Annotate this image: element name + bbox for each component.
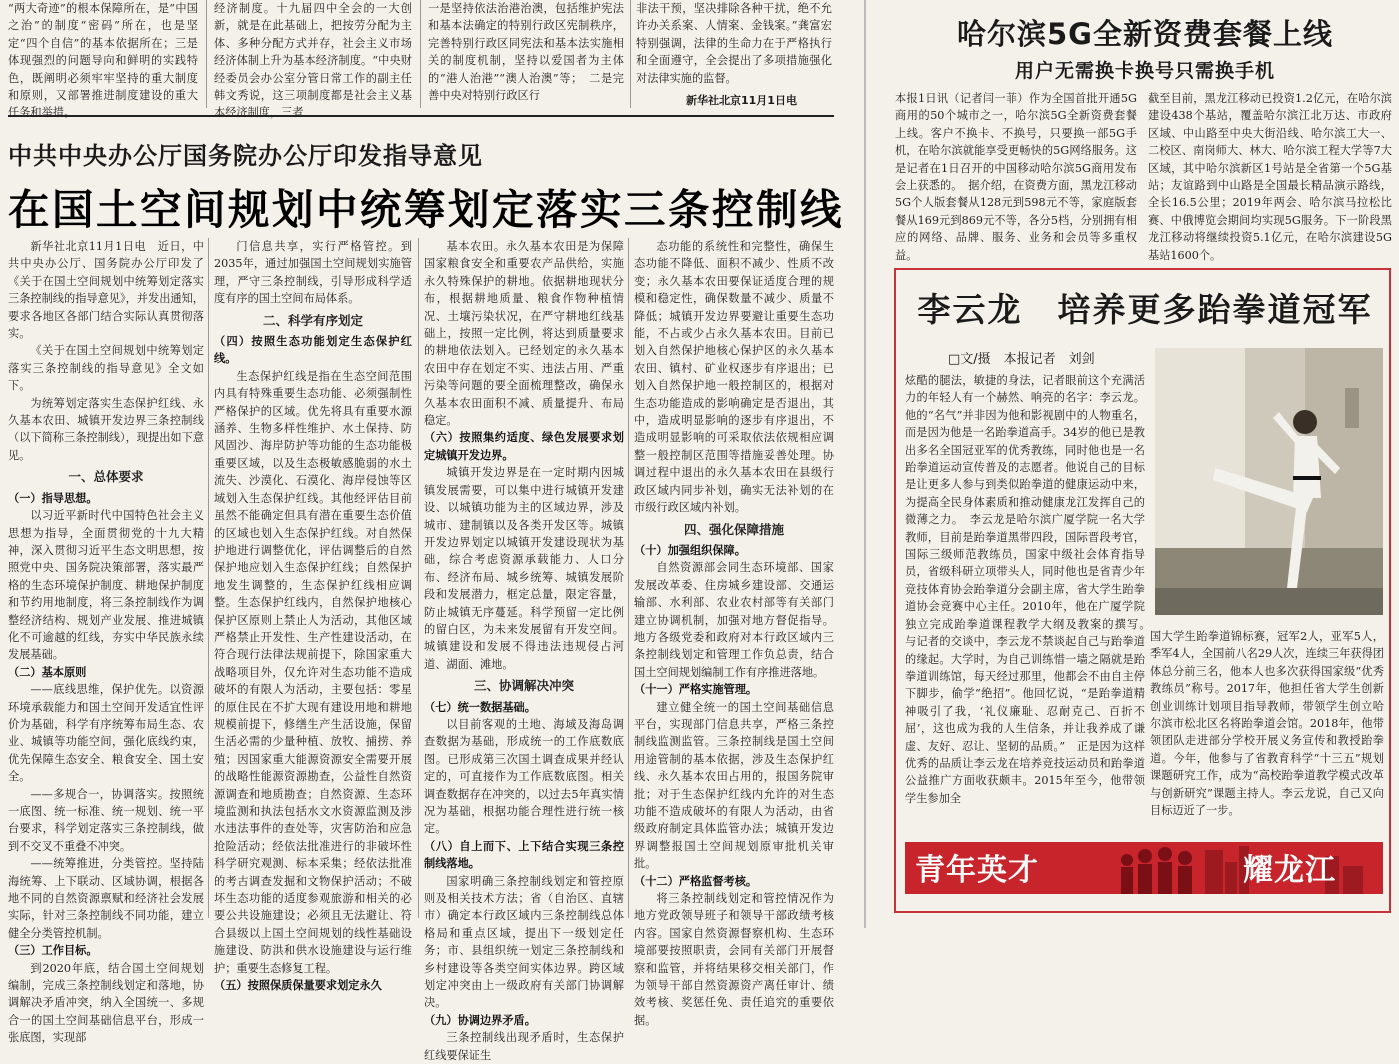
section-subhead: （三）工作目标。	[8, 944, 98, 958]
section-heading: 二、科学有序划定	[262, 312, 363, 328]
profile-col-main: 炫酷的腿法，敏捷的身法，记者眼前这个充满活力的年轻人有一个赫然、响亮的名字：李云龙。他的“名气”并非因为他和影视剧中的人物重名，而是因为他是一名跆拳道高手。34岁的他已是教出多名全国冠亚军的优秀教练，同时他也是一名跆拳道运动宣传普及的志愿者。他说自己的目标是让更多人参与到类似跆拳道的健康运动中来，为提高全民身体素质和推动健康龙江发挥自己的微薄之力。 李云龙是哈尔滨广厦学院一名大学教师，目前是跆拳道黑带四段，国际晋段考官，国际三级师范教练员，国家中级社会体育指导员，省级科研立项带头人，同时他也是省青少年竞技体育协会跆拳道分会副主席，省大学生跆拳道协会竞赛中心主任。2010年，他在广厦学院独立完成跆拳道课程教学大纲及教案的撰写。 与记者的交谈中，李云龙不禁谈起自己与跆拳道的缘起。大学时，为自己训练惜一墙之隔就是跆拳道训练馆，每天经过那里，他都会不由自主停下脚步，偷学“绝招”。他回忆说，“是跆拳道精神吸引了我，‘礼仪廉耻、忍耐克己、百折不屈’，这也成为我的人生信条，并让我养成了谦虚、友好、忍让、坚韧的品质。” 正是因为这样优秀的品质让李云龙在培养竞技运动员和跆拳道公益推广方面收获颇丰。2015年至今，他带领学生参加全	[905, 374, 1157, 805]
paragraph: 到2020年底，结合国土空间规划编制，完成三条控制线划定和落地，协调解决矛盾冲突，纳入全国统一、多规合一的国土空间基础信息平台，形成一张底图，实现部	[8, 961, 204, 1045]
section-subhead: （六）按照集约适度、绿色发展要求划定城镇开发边界。	[424, 431, 624, 462]
profile-byline: □文/摄 本报记者 刘剑	[948, 352, 1095, 367]
section-subhead: （八）自上而下、上下结合实现三条控制线落地。	[424, 839, 624, 871]
banner-right-text: 耀龙江	[1243, 853, 1336, 888]
paragraph: 新华社北京11月1日电 近日，中共中央办公厅、国务院办公厅印发了《关于在国土空间规划中统筹划定落实三条控制线的指导意见》，并发出通知，要求各地区各部门结合实际认真贯彻落实。	[8, 240, 204, 341]
top-story-col4: 非法干预，坚决排除各种干扰，绝不允许办关系案、人情案、金钱案。”龚富宏特别强调，法律的生命力在于严格执行和全面遵守，全会提出了多项措施强化对法律实施的监督。	[636, 2, 832, 85]
paragraph: 三条控制线出现矛盾时，生态保护红线要保证生	[424, 1031, 624, 1062]
taekwondo-photo-illustration	[1155, 348, 1383, 615]
paragraph: ——统筹推进，分类管控。坚持陆海统筹、上下联动、区域协调，根据各地不同的自然资源禀赋和经济社会发展实际，针对三条控制线不同功能，建立健全分类管控机制。	[8, 857, 204, 940]
section-subhead: （十二）严格监督考核。	[634, 874, 758, 888]
paragraph: 国家明确三条控制线划定和管控原则及相关技术方法；省（自治区、直辖市）确定本行政区域内三条控制线总体格局和重点区域，提出下一级划定任务；市、县组织统一划定三条控制线和乡村建设等各类空间实体边界。跨区域划定冲突由上一级政府有关部门协调解决。	[424, 874, 624, 1010]
paragraph: 以目前客观的土地、海域及海岛调查数据为基础，形成统一的工作底数底图。已形成第三次国土调查成果并经认定的，可直接作为工作底数底图。相关调查数据存在冲突的，以过去5年真实情况为基础，根据功能合理性进行统一核定。	[424, 717, 624, 836]
paragraph: 城镇开发边界是在一定时期内因城镇发展需要，可以集中进行城镇开发建设、以城镇功能为主的区域边界，涉及城市、建制镇以及各类开发区等。城镇开发边界划定以城镇开发建设现状为基础，综合考虑资源承载能力、人口分布、经济布局、城乡统筹、城镇发展阶段和发展潜力，框定总量，限定容量，防止城镇无序蔓延。科学预留一定比例的留白区，为未来发展留有开发空间。城镇建设和发展不得违法违规侵占河道、湖面、滩地。	[424, 466, 624, 671]
section-subhead: （七）统一数据基础。	[424, 700, 536, 714]
section-subhead: （四）按照生态功能划定生态保护红线。	[214, 335, 412, 366]
news-5g-title: 哈尔滨5G全新资费套餐上线	[957, 17, 1333, 51]
paragraph: 基本农田。永久基本农田是为保障国家粮食安全和重要农产品供给，实施永久特殊保护的耕地。依据耕地现状分布，根据耕地质量、粮食作物种植情况、土壤污染状况，在严守耕地红线基础上，按照一定比例，将达到质量要求的耕地依法划入。已经划定的永久基本农田中存在划定不实、违法占用、严重污染等问题的要全面梳理整改，确保永久基本农田面积不减、质量提升、布局稳定。	[424, 240, 624, 428]
section-subhead: （十一）严格实施管理。	[634, 683, 758, 697]
paragraph: ——多规合一，协调落实。按照统一底图、统一标准、统一规划、统一平台要求，科学划定落实三条控制线，做到不交叉不重叠不冲突。	[8, 787, 204, 853]
paragraph: 将三条控制线划定和管控情况作为地方党政领导班子和领导干部政绩考核内容。国家自然资源督察机构、生态环境部要按照职责，会同有关部门开展督察和监管，并将结果移交相关部门，作为领导干部自然资源资产离任审计、绩效考核、奖惩任免、责任追究的重要依据。	[634, 892, 834, 1027]
paragraph: 门信息共享，实行严格管控。到2035年，通过加强国土空间规划实施管理，严守三条控制线，引导形成科学适度有序的国土空间布局体系。	[214, 240, 412, 306]
paragraph: 为统筹划定落实生态保护红线、永久基本农田、城镇开发边界三条控制线（以下简称三条控制线），现提出如下意见。	[8, 396, 204, 462]
main-kicker: 中共中央办公厅国务院办公厅印发指导意见	[8, 142, 483, 170]
section-subhead: （一）指导思想。	[8, 491, 98, 505]
main-col1	[8, 238, 204, 1045]
profile-col-right: 国大学生跆拳道锦标赛，冠军2人，亚军5人，季军4人，全国前八名29人次，连续三年获得团体总分前三名，他本人也多次获得国家级“优秀教练员”称号。2017年，他担任省大学生创新创业训练计划项目指导教师，带领学生创立哈尔滨市松北区名将跆拳道会馆。2018年，他带领团队走进部分学校开展义务宣传和教授跆拳道。今年，他参与了省教育科学“十三五”规划课题研究工作，成为“高校跆拳道教学模式改革与创新研究”课题主持人。李云龙说，自己又向目标迈近了一步。	[1150, 630, 1384, 818]
main-col2	[214, 238, 412, 993]
section-subhead: （五）按照保质保量要求划定永久	[214, 979, 382, 993]
paragraph: 态功能的系统性和完整性，确保生态功能不降低、面积不减少、性质不改变；永久基本农田要保证适度合理的规模和稳定性，确保数量不减少、质量不降低；城镇开发边界要避让重要生态功能，不占或少占永久基本农田。目前已划入自然保护地核心保护区的永久基本农田、镇村、矿业权逐步有序退出；已划入自然保护地一般控制区的，根据对生态功能造成的影响确定是否退出，其中，造成明显影响的逐步有序退出，不造成明显影响的可采取依法依规相应调整一般控制区范围等措施妥善处理。协调过程中退出的永久基本农田在县级行政区域内同步补划，确实无法补划的在市级行政区域内补划。	[634, 240, 834, 515]
top-story-col1: “两大奇迹”的根本保障所在，是“中国之治”的制度“密码”所在，也是坚定“四个自信”的基本依据所在；三是体现强烈的问题导向和鲜明的实践特色，既阐明必须牢牢坚持的重大制度和原则，又部署推进制度建设的重大任务和举措。	[8, 2, 198, 120]
paragraph: 建立健全统一的国土空间基础信息平台，实现部门信息共享，严格三条控制线监测监管。三条控制线是国土空间用途管制的基本依据，涉及生态保护红线、永久基本农田占用的，报国务院审批；对于生态保护红线内允许的对生态功能不造成破坏的有限人为活动，由省级政府制定具体监管办法；城镇开发边界调整报国土空间规划原审批机关审批。	[634, 700, 834, 871]
taekwondo-photo	[1155, 348, 1383, 615]
top-story-col2: 经济制度。十九届四中全会的一大创新，就是在此基础上，把按劳分配为主体、多种分配方式并存，社会主义市场经济体制上升为基本经济制度。“中央财经委员会办公室分管日常工作的副主任韩文秀说，这三项制度都是社会主义基本经济制度，三者	[214, 2, 412, 120]
paragraph: 自然资源部会同生态环境部、国家发展改革委、住房城乡建设部、交通运输部、水利部、农业农村部等有关部门建立协调机制，加强对地方督促指导。地方各级党委和政府对本行政区域内三条控制线划定和管理工作负总责，结合国土空间规划编制工作有序推进落地。	[634, 561, 834, 679]
section-heading: 一、总体要求	[68, 469, 144, 485]
top-story-dateline: 新华社北京11月1日电	[686, 94, 797, 107]
paragraph: 《关于在国土空间规划中统筹划定落实三条控制线的指导意见》全文如下。	[8, 344, 204, 393]
banner-left-text: 青年英才	[915, 853, 1039, 888]
news-5g-col2: 截至目前，黑龙江移动已投资1.2亿元，在哈尔滨建设438个基站，覆盖哈尔滨江北万达、市政府区域、中山路至中央大街沿线、哈尔滨工大一、二校区、南岗师大、林大、哈尔滨工程大学等7大区域，其中哈尔滨新区1号站是全省第一个5G基站；友谊路到中山路是全国最长精品演示路线，全长16.5公里；2019年两会、哈尔滨马拉松比赛、中俄博览会期间均实现5G服务。下一阶段黑龙江移动将继续投资5.1亿元，在哈尔滨建设5G基站1600个。	[1148, 92, 1392, 262]
profile-title: 李云龙 培养更多跆拳道冠军	[917, 290, 1373, 329]
section-subhead: （十）加强组织保障。	[634, 543, 746, 557]
top-story-col3: 一是坚持依法治港治澳，包括维护宪法和基本法确定的特别行政区宪制秩序，完善特别行政区同宪法和基本法实施相关的制度机制，坚持以爱国者为主体的“港人治港”“澳人治澳”等； 二是完善中央对特别行政区行	[428, 2, 624, 103]
news-5g-col1: 本报1日讯（记者闫一菲）作为全国首批开通5G商用的50个城市之一，哈尔滨5G全新资费套餐上线。客户不换卡、不换号，只要换一部5G手机，在哈尔滨就能享受更畅快的5G网络服务。这是记者在1日召开的中国移动哈尔滨5G商用发布会上获悉的。 据介绍，在资费方面，黑龙江移动5G个人版套餐从128元到598元不等，家庭版套餐从169元到869元不等，各分5档，分别拥有相应的网络、品牌、服务、业务和会员等多重权益。	[895, 92, 1137, 262]
news-5g-subtitle: 用户无需换卡换号只需换手机	[1014, 60, 1275, 82]
main-col3	[424, 238, 624, 1062]
section-subhead: （九）协调边界矛盾。	[424, 1013, 536, 1027]
section-heading: 四、强化保障措施	[683, 521, 784, 537]
paragraph: 生态保护红线是指在生态空间范围内具有特殊重要生态功能、必须强制性严格保护的区域。优先将具有重要水源涵养、生物多样性维护、水土保持、防风固沙、海岸防护等功能的生态功能极重要区域，以及生态极敏感脆弱的水土流失、沙漠化、石漠化、海岸侵蚀等区域划入生态保护红线。其他经评估目前虽然不能确定但具有潜在重要生态价值的区域也划入生态保护红线。对自然保护地进行调整优化，评估调整后的自然保护地应划入生态保护红线；自然保护地发生调整的，生态保护红线相应调整。生态保护红线内，自然保护地核心保护区原则上禁止人为活动，其他区域严格禁止开发性、生产性建设活动，在符合现行法律法规前提下，除国家重大战略项目外，仅允许对生态功能不造成破坏的有限人为活动，主要包括：零星的原住民在不扩大现有建设用地和耕地规模前提下，修缮生产生活设施，保留生活必需的少量种植、放牧、捕捞、养殖；因国家重大能源资源安全需要开展的战略性能源资源勘查，公益性自然资源调查和地质勘查；自然资源、生态环境监测和执法包括水文水资源监测及涉水违法事件的查处等，灾害防治和应急抢险活动；经依法批准进行的非破坏性科学研究观测、标本采集；经依法批准的考古调查发掘和文物保护活动；不破坏生态功能的适度参观旅游和相关的必要公共设施建设；必须且无法避让、符合县级以上国土空间规划的线性基础设施建设、防洪和供水设施建设与运行维护；重要生态修复工程。	[214, 369, 412, 975]
paragraph: ——底线思维，保护优先。以资源环境承载能力和国土空间开发适宜性评价为基础，科学有序统筹布局生态、农业、城镇等功能空间，强化底线约束，优先保障生态安全、粮食安全、国土安全。	[8, 683, 204, 784]
section-heading: 三、协调解决冲突	[473, 678, 574, 694]
main-headline: 在国土空间规划中统筹划定落实三条控制线	[8, 185, 845, 234]
section-subhead: （二）基本原则	[8, 665, 87, 679]
paragraph: 以习近平新时代中国特色社会主义思想为指导，全面贯彻党的十九大精神，深入贯彻习近平生态文明思想，按照党中央、国务院决策部署，落实最严格的生态环境保护制度、耕地保护制度和节约用地制度，将三条控制线作为调整经济结构、规划产业发展、推进城镇化不可逾越的红线，夯实中华民族永续发展基础。	[8, 509, 204, 662]
main-col4	[634, 238, 834, 1027]
